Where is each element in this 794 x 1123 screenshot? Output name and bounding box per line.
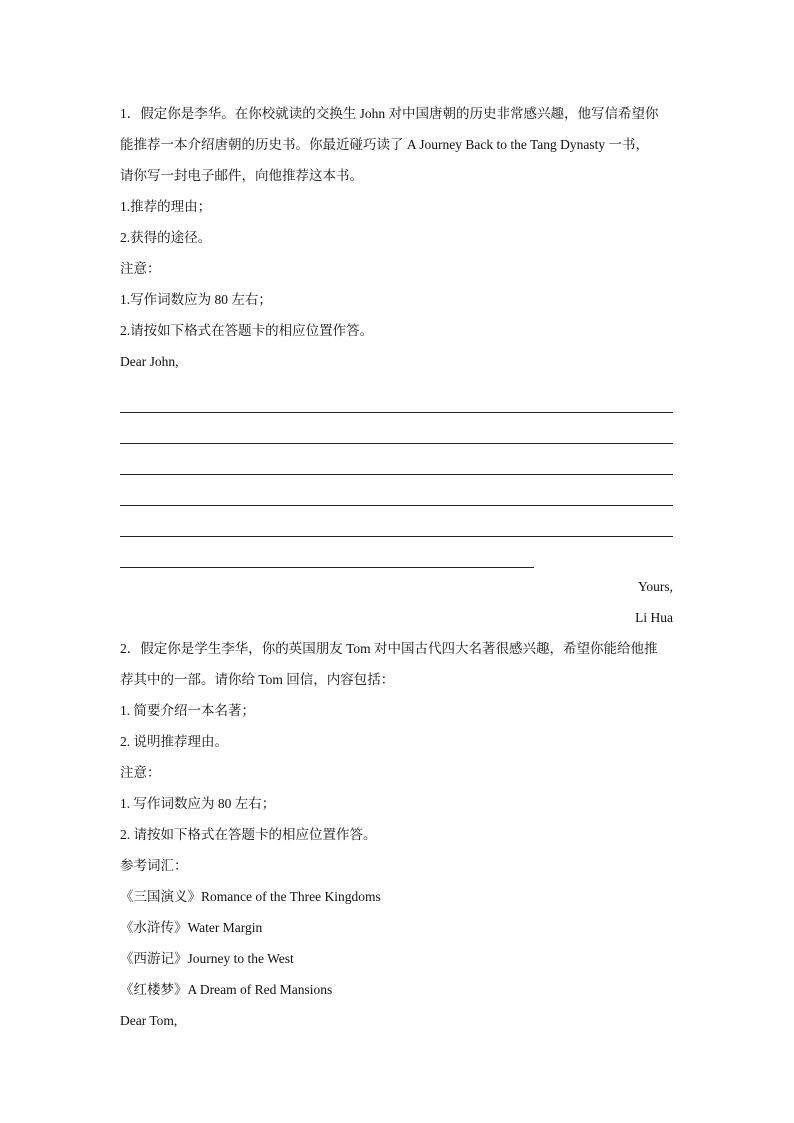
q2-intro-line-1: 2．假定你是学生李华，你的英国朋友 Tom 对中国古代四大名著很感兴趣，希望你能给他推	[120, 641, 658, 656]
question-2	[120, 633, 673, 1036]
q2-point-1: 1. 简要介绍一本名著；	[120, 703, 255, 718]
q2-note-2: 2. 请按如下格式在答题卡的相应位置作答。	[120, 827, 377, 842]
q1-note-2: 2.请按如下格式在答题卡的相应位置作答。	[120, 323, 374, 338]
q1-salutation: Dear John,	[120, 354, 179, 369]
q1-intro-line-1: 1．假定你是李华。在你校就读的交换生 John 对中国唐朝的历史非常感兴趣，他写信希望你	[120, 106, 659, 121]
q2-vocab-item-2: 《水浒传》Water Margin	[120, 920, 263, 935]
letter-closing-block	[120, 571, 673, 633]
q2-note-1: 1. 写作词数应为 80 左右；	[120, 796, 276, 811]
document-page	[120, 98, 673, 1036]
answer-line	[120, 414, 673, 444]
answer-line	[120, 507, 673, 537]
q1-point-1: 1.推荐的理由；	[120, 199, 212, 214]
answer-lines	[120, 383, 673, 568]
q2-salutation: Dear Tom,	[120, 1013, 178, 1028]
q1-intro-line-3: 请你写一封电子邮件，向他推荐这本书。	[120, 168, 363, 183]
answer-line	[120, 383, 673, 413]
q2-vocab-item-3: 《西游记》Journey to the West	[120, 951, 294, 966]
q2-vocab-item-1: 《三国演义》Romance of the Three Kingdoms	[120, 889, 381, 904]
q1-point-2: 2.获得的途径。	[120, 230, 212, 245]
answer-line	[120, 476, 673, 506]
answer-line	[120, 445, 673, 475]
q1-note-1: 1.写作词数应为 80 左右；	[120, 292, 272, 307]
question-1	[120, 98, 673, 633]
q1-signature: Li Hua	[635, 610, 673, 625]
q2-vocab-title: 参考词汇：	[120, 858, 188, 873]
q1-intro-line-2: 能推荐一本介绍唐朝的历史书。你最近碰巧读了 A Journey Back to the Tang Dynasty 一书，	[120, 137, 650, 152]
answer-line-short	[120, 538, 534, 568]
q2-point-2: 2. 说明推荐理由。	[120, 734, 228, 749]
q1-closing: Yours,	[637, 579, 673, 594]
q1-notes-title: 注意：	[120, 261, 161, 276]
q2-vocab-item-4: 《红楼梦》A Dream of Red Mansions	[120, 982, 333, 997]
q2-notes-title: 注意：	[120, 765, 161, 780]
q2-intro-line-2: 荐其中的一部。请你给 Tom 回信，内容包括：	[120, 672, 395, 687]
